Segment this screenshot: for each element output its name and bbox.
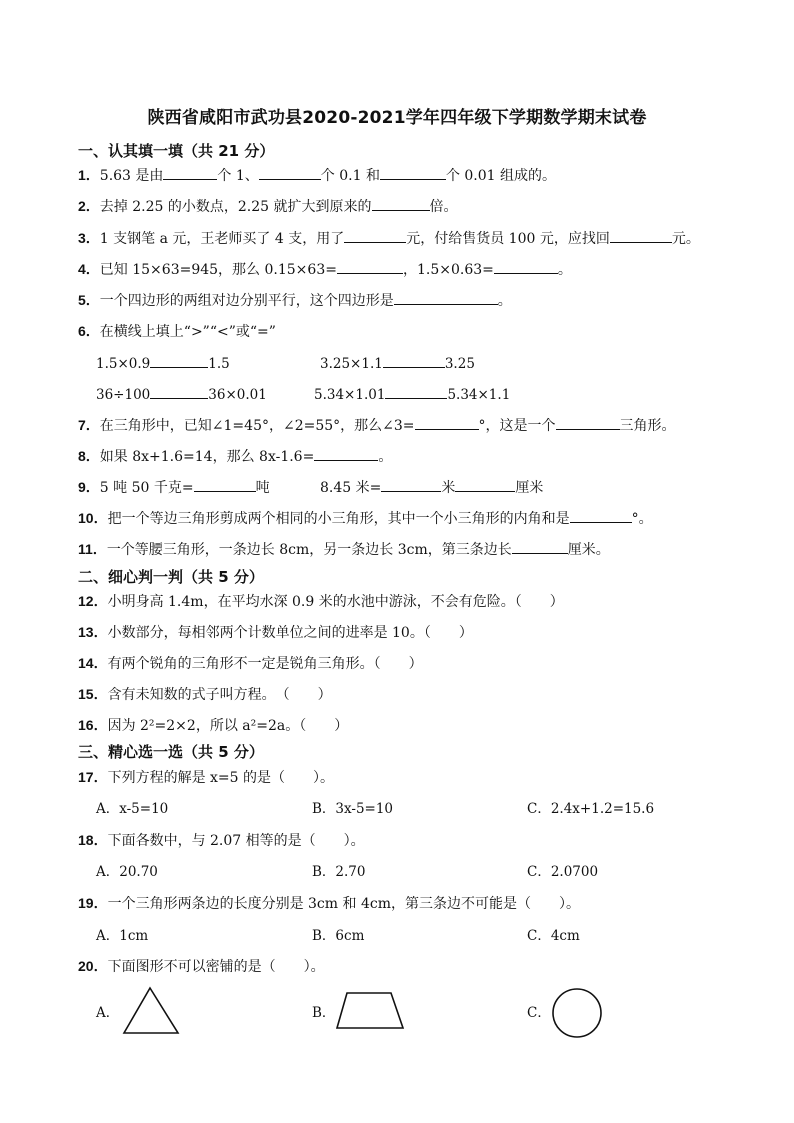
question-number: 11． (78, 541, 107, 557)
question-3 (78, 228, 700, 249)
question-13 (78, 622, 473, 643)
question-11 (78, 539, 610, 560)
question-text: 吨 (255, 480, 270, 496)
question-number: 6． (78, 323, 100, 339)
answer-blank[interactable] (380, 165, 446, 180)
question-number: 4． (78, 261, 100, 277)
circle-shape (549, 986, 605, 1042)
compare-row (314, 384, 510, 405)
question-text: 5.63 是由 (99, 168, 164, 184)
answer-blank[interactable] (372, 196, 430, 211)
option-a[interactable]: A．20.70 (96, 864, 158, 880)
question-1 (78, 165, 556, 186)
question-number: 13． (78, 624, 108, 640)
question-text: 一个四边形的两组对边分别平行，这个四边形是 (99, 293, 394, 309)
answer-blank[interactable] (381, 477, 441, 492)
section-heading-choose: 三、精心选一选（共 5 分） (78, 743, 264, 761)
question-number: 10． (78, 510, 108, 526)
answer-blank[interactable] (150, 384, 208, 399)
compare-row (96, 384, 267, 405)
compare-row (320, 353, 475, 374)
option-b[interactable]: B．6cm (312, 928, 365, 944)
question-text: ，1.5×0.63= (402, 262, 494, 278)
question-text: 个 0.1 和 (320, 168, 380, 184)
question-2 (78, 196, 458, 217)
answer-blank[interactable] (194, 477, 256, 492)
question-text: 在横线上填上“>”“<”或“=” (99, 324, 276, 340)
question-text: 小数部分，每相邻两个计数单位之间的进率是 10。（ ） (107, 625, 473, 641)
expression: 3.25×1.1 (320, 356, 383, 372)
question-number: 18． (78, 832, 108, 848)
question-number: 5． (78, 292, 100, 308)
option-a[interactable]: A．x-5=10 (96, 801, 169, 817)
question-text: 。 (497, 293, 512, 309)
answer-blank[interactable] (259, 165, 321, 180)
question-number: 20． (78, 958, 108, 974)
question-number: 3． (78, 230, 100, 246)
question-number: 7． (78, 417, 100, 433)
question-text: 厘米 (515, 480, 544, 496)
answer-blank[interactable] (570, 508, 632, 523)
question-text: 。 (378, 449, 393, 465)
answer-blank[interactable] (394, 290, 498, 305)
question-4 (78, 259, 572, 280)
question-text: °，这是一个 (478, 418, 556, 434)
option-c[interactable]: C．4cm (527, 928, 580, 944)
question-9-part-2 (320, 477, 543, 498)
expression: 1.5 (208, 356, 230, 372)
option-c[interactable]: C．2.0700 (527, 864, 599, 880)
question-number: 1． (78, 167, 100, 183)
question-17 (78, 767, 334, 788)
question-text: 有两个锐角的三角形不一定是锐角三角形。（ ） (107, 656, 423, 672)
question-5 (78, 290, 512, 311)
question-text: 个 1、 (217, 168, 259, 184)
question-8 (78, 446, 392, 467)
question-number: 2． (78, 198, 100, 214)
question-text: 1 支钢笔 a 元，王老师买了 4 支，用了 (99, 231, 345, 247)
question-text: 一个三角形两条边的长度分别是 3cm 和 4cm，第三条边不可能是（ ）。 (107, 896, 580, 912)
question-text: 厘米。 (567, 542, 610, 558)
question-text: 小明身高 1.4m，在平均水深 0.9 米的水池中游泳，不会有危险。（ ） (107, 594, 564, 610)
answer-blank[interactable] (415, 415, 479, 430)
option-b[interactable]: B．2.70 (312, 864, 366, 880)
question-text: 含有未知数的式子叫方程。 （ ） (107, 687, 332, 703)
question-text: 8.45 米= (320, 480, 382, 496)
option-b[interactable]: B． (312, 1005, 336, 1021)
section-heading-fill: 一、认其填一填（共 21 分） (78, 142, 275, 160)
question-text: 个 0.01 组成的。 (445, 168, 557, 184)
answer-blank[interactable] (344, 228, 406, 243)
answer-blank[interactable] (494, 259, 558, 274)
question-number: 16． (78, 717, 108, 733)
answer-blank[interactable] (455, 477, 515, 492)
option-a[interactable]: A． (96, 1005, 120, 1021)
expression: 5.34×1.01 (314, 387, 386, 403)
triangle-shape (120, 985, 184, 1037)
question-text: 倍。 (429, 199, 458, 215)
answer-blank[interactable] (385, 384, 447, 399)
expression: 36×0.01 (208, 387, 267, 403)
question-text: 元，付给售货员 100 元，应找回 (406, 231, 610, 247)
question-text: 三角形。 (619, 418, 676, 434)
question-text: 。 (557, 262, 572, 278)
question-text: 元。 (671, 231, 700, 247)
answer-blank[interactable] (150, 353, 208, 368)
question-14 (78, 653, 423, 674)
question-9 (78, 477, 270, 498)
option-c[interactable]: C． (527, 1005, 551, 1021)
answer-blank[interactable] (383, 353, 445, 368)
question-12 (78, 591, 564, 612)
question-7 (78, 415, 676, 436)
question-text: 下列方程的解是 x=5 的是（ ）。 (107, 770, 335, 786)
question-text: 在三角形中，已知∠1=45°，∠2=55°，那么∠3= (99, 418, 415, 434)
option-b[interactable]: B．3x-5=10 (312, 801, 394, 817)
question-number: 15． (78, 686, 108, 702)
question-text: 米 (441, 480, 456, 496)
question-number: 17． (78, 769, 108, 785)
answer-blank[interactable] (337, 259, 403, 274)
option-c[interactable]: C．2.4x+1.2=15.6 (527, 801, 655, 817)
answer-blank[interactable] (163, 165, 217, 180)
question-text: 下面各数中，与 2.07 相等的是（ ）。 (107, 833, 365, 849)
expression: 1.5×0.9 (96, 356, 151, 372)
expression: 36÷100 (96, 387, 151, 403)
question-number: 8． (78, 448, 100, 464)
answer-blank[interactable] (610, 228, 672, 243)
answer-blank[interactable] (556, 415, 620, 430)
question-number: 12． (78, 593, 108, 609)
question-text: 5 吨 50 千克= (99, 480, 194, 496)
question-text: 已知 15×63=945，那么 0.15×63= (99, 262, 337, 278)
trapezoid-shape (333, 990, 407, 1032)
question-15 (78, 684, 332, 705)
answer-blank[interactable] (314, 446, 378, 461)
question-number: 14． (78, 655, 108, 671)
question-6 (78, 321, 276, 342)
expression: 3.25 (444, 356, 475, 372)
question-number: 19． (78, 895, 108, 911)
question-number: 9． (78, 479, 100, 495)
page-title: 陕西省咸阳市武功县2020-2021学年四年级下学期数学期末试卷 (147, 108, 647, 128)
question-text: °。 (631, 511, 653, 527)
compare-row (96, 353, 230, 374)
question-text: 如果 8x+1.6=14，那么 8x-1.6= (99, 449, 315, 465)
option-a[interactable]: A．1cm (96, 928, 149, 944)
question-19 (78, 893, 580, 914)
expression: 5.34×1.1 (447, 387, 511, 403)
question-text: 去掉 2.25 的小数点，2.25 就扩大到原来的 (99, 199, 372, 215)
answer-blank[interactable] (512, 539, 568, 554)
question-18 (78, 830, 365, 851)
question-20 (78, 956, 325, 977)
question-10 (78, 508, 653, 529)
question-16 (78, 715, 348, 736)
section-heading-judge: 二、细心判一判（共 5 分） (78, 568, 264, 586)
question-text: 把一个等边三角形剪成两个相同的小三角形，其中一个小三角形的内角和是 (107, 511, 570, 527)
question-text: 下面图形不可以密铺的是（ ）。 (107, 959, 325, 975)
question-text: 因为 2²=2×2，所以 a²=2a。（ ） (107, 718, 349, 734)
question-text: 一个等腰三角形，一条边长 8cm，另一条边长 3cm，第三条边长 (106, 542, 512, 558)
